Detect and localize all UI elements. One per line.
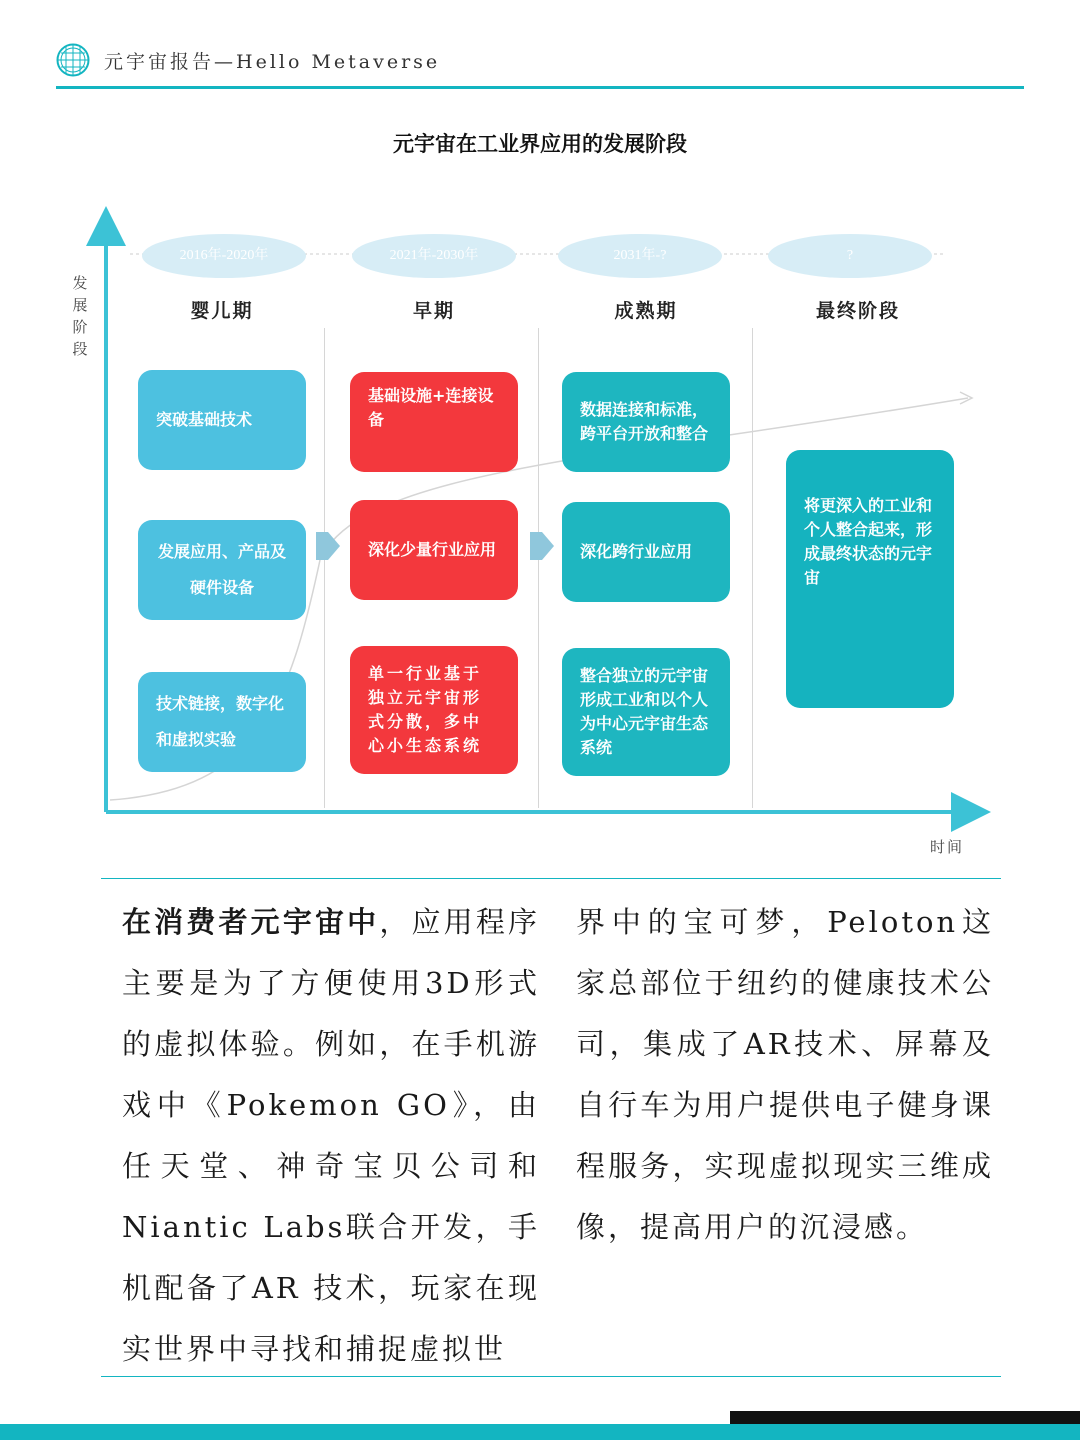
column-separator <box>324 328 325 808</box>
footer-black-bar <box>730 1411 1080 1424</box>
section-divider <box>101 878 1001 879</box>
stage-mature: 成熟期 <box>614 300 678 322</box>
stage-early: 早期 <box>412 300 455 322</box>
period-3: 2031年-? <box>558 234 722 278</box>
body-text-right: 界中的宝可梦，Peloton这家总部位于纽约的健康技术公司，集成了AR技术、屏幕及自行车为用户提供电子健身课程服务，实现虚拟现实三维成像，提高用户的沉浸感。 <box>576 905 994 1244</box>
stage-box: 基础设施+连接设备 <box>350 372 518 472</box>
period-4: ? <box>768 234 932 278</box>
body-bold-lead: 在消费者元宇宙中 <box>122 905 380 939</box>
y-axis-label: 发 展 阶 段 <box>72 274 88 358</box>
chevron-right-icon <box>314 526 342 566</box>
diagram-title: 元宇宙在工业界应用的发展阶段 <box>393 132 687 156</box>
stage-box: 突破基础技术 <box>138 370 306 470</box>
x-axis-label: 时间 <box>930 838 965 856</box>
chevron-right-icon <box>528 526 556 566</box>
stage-infancy: 婴儿期 <box>190 300 254 322</box>
column-separator <box>538 328 539 808</box>
period-2: 2021年-2030年 <box>352 234 516 278</box>
body-text-left <box>122 892 540 1380</box>
column-separator <box>752 328 753 808</box>
stage-box: 深化跨行业应用 <box>562 502 730 602</box>
stage-box: 单一行业基于独立元宇宙形式分散，多中心小生态系统 <box>350 646 518 774</box>
stage-box: 深化少量行业应用 <box>350 500 518 600</box>
stage-box-final: 将更深入的工业和个人整合起来，形成最终状态的元宇宙 <box>786 450 954 708</box>
header-title: 元宇宙报告—Hello Metaverse <box>104 50 441 73</box>
stage-box: 整合独立的元宇宙形成工业和以个人为中心元宇宙生态系统 <box>562 648 730 776</box>
stage-box: 发展应用、产品及硬件设备 <box>138 520 306 620</box>
body-left-text: ，应用程序主要是为了方便使用3D形式的虚拟体验。例如，在手机游戏中《Pokemon GO》，由任天堂、神奇宝贝公司和Niantic Labs联合开发，手机配备了AR 技术，玩家在现实世界中寻找和捕捉虚拟世 <box>122 905 540 1366</box>
stage-box: 数据连接和标准，跨平台开放和整合 <box>562 372 730 472</box>
stage-final: 最终阶段 <box>815 300 900 322</box>
footer-teal-bar <box>0 1424 1080 1440</box>
period-1: 2016年-2020年 <box>142 234 306 278</box>
section-divider <box>101 1376 1001 1377</box>
stage-box: 技术链接，数字化和虚拟实验 <box>138 672 306 772</box>
